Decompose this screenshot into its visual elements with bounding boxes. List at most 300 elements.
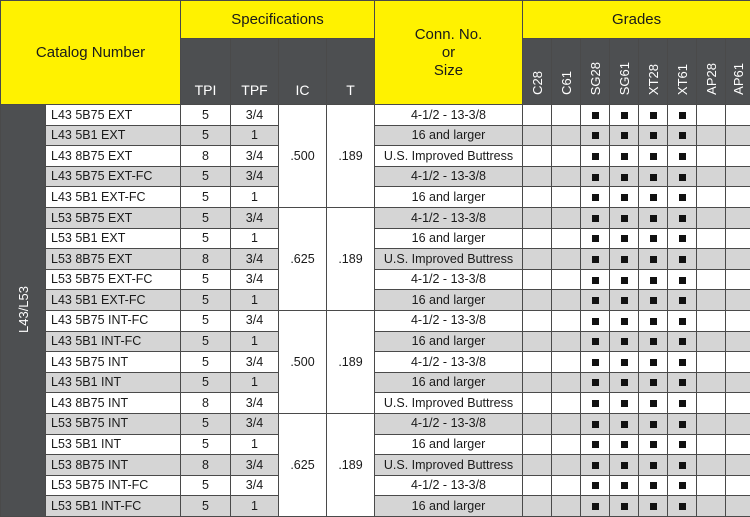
grade-cell-sg28 <box>581 125 610 146</box>
grade-header-ap28: AP28 <box>697 39 726 105</box>
grade-cell-xt61 <box>668 352 697 373</box>
tpf-cell: 1 <box>231 331 279 352</box>
tpf-cell: 3/4 <box>231 207 279 228</box>
grade-cell-xt28 <box>639 455 668 476</box>
filled-square-icon <box>621 153 628 160</box>
grade-header-sg28: SG28 <box>581 39 610 105</box>
tpi-cell: 5 <box>181 310 231 331</box>
grade-cell-ap61 <box>726 393 750 414</box>
grade-cell-c61 <box>552 434 581 455</box>
filled-square-icon <box>621 256 628 263</box>
conn-size-cell: 4-1/2 - 13-3/8 <box>375 352 523 373</box>
grade-cell-xt61 <box>668 146 697 167</box>
filled-square-icon <box>650 277 657 284</box>
filled-square-icon <box>592 400 599 407</box>
table-row <box>1 269 750 290</box>
filled-square-icon <box>621 462 628 469</box>
catalog-number-cell: L53 5B75 EXT-FC <box>46 269 181 290</box>
grade-cell-ap28 <box>697 475 726 496</box>
grade-cell-c61 <box>552 125 581 146</box>
catalog-number-cell: L53 8B75 INT <box>46 455 181 476</box>
grade-cell-c28 <box>523 249 552 270</box>
grade-cell-ap28 <box>697 125 726 146</box>
filled-square-icon <box>650 132 657 139</box>
tpi-cell: 5 <box>181 207 231 228</box>
filled-square-icon <box>621 318 628 325</box>
filled-square-icon <box>650 482 657 489</box>
tpf-cell: 3/4 <box>231 146 279 167</box>
grade-cell-c61 <box>552 455 581 476</box>
catalog-number-cell: L43 5B1 INT-FC <box>46 331 181 352</box>
table-row <box>1 331 750 352</box>
grade-cell-sg28 <box>581 393 610 414</box>
ic-cell: .625 <box>279 207 327 310</box>
tpf-cell: 1 <box>231 187 279 208</box>
grade-cell-sg61 <box>610 475 639 496</box>
tpf-cell: 3/4 <box>231 393 279 414</box>
grade-cell-sg61 <box>610 290 639 311</box>
tpi-cell: 8 <box>181 146 231 167</box>
conn-size-cell: 16 and larger <box>375 496 523 517</box>
table-row <box>1 228 750 249</box>
catalog-number-header: Catalog Number <box>1 1 181 105</box>
filled-square-icon <box>650 112 657 119</box>
filled-square-icon <box>650 503 657 510</box>
grade-cell-xt28 <box>639 187 668 208</box>
grade-cell-sg28 <box>581 207 610 228</box>
grade-cell-c61 <box>552 187 581 208</box>
conn-size-cell: U.S. Improved Buttress <box>375 249 523 270</box>
grade-cell-xt61 <box>668 434 697 455</box>
filled-square-icon <box>592 132 599 139</box>
grade-cell-c28 <box>523 310 552 331</box>
filled-square-icon <box>650 400 657 407</box>
tpi-cell: 5 <box>181 413 231 434</box>
catalog-number-cell: L53 5B75 INT-FC <box>46 475 181 496</box>
grade-cell-c61 <box>552 475 581 496</box>
grade-cell-sg28 <box>581 249 610 270</box>
filled-square-icon <box>621 441 628 448</box>
filled-square-icon <box>650 359 657 366</box>
grade-cell-ap61 <box>726 207 750 228</box>
conn-header-line-1: Conn. No. <box>375 26 522 44</box>
conn-size-cell: 16 and larger <box>375 372 523 393</box>
filled-square-icon <box>650 379 657 386</box>
t-cell: .189 <box>327 207 375 310</box>
filled-square-icon <box>650 441 657 448</box>
grade-cell-sg28 <box>581 331 610 352</box>
grade-cell-xt28 <box>639 475 668 496</box>
grade-cell-sg61 <box>610 105 639 126</box>
filled-square-icon <box>592 256 599 263</box>
grade-cell-c28 <box>523 413 552 434</box>
grade-cell-sg61 <box>610 372 639 393</box>
series-side-label: L43/L53 <box>1 105 46 517</box>
tpi-cell: 8 <box>181 455 231 476</box>
grade-cell-sg28 <box>581 269 610 290</box>
grade-cell-c61 <box>552 496 581 517</box>
grade-cell-ap28 <box>697 455 726 476</box>
grade-cell-sg61 <box>610 455 639 476</box>
grade-cell-ap61 <box>726 413 750 434</box>
catalog-number-cell: L53 5B1 EXT <box>46 228 181 249</box>
grade-cell-sg61 <box>610 496 639 517</box>
conn-size-cell: 16 and larger <box>375 187 523 208</box>
tpi-cell: 5 <box>181 269 231 290</box>
grade-cell-xt28 <box>639 269 668 290</box>
grade-cell-xt61 <box>668 455 697 476</box>
tpf-cell: 3/4 <box>231 475 279 496</box>
filled-square-icon <box>679 256 686 263</box>
t-cell: .189 <box>327 105 375 208</box>
grade-cell-ap61 <box>726 352 750 373</box>
grade-cell-sg61 <box>610 434 639 455</box>
conn-size-cell: 4-1/2 - 13-3/8 <box>375 413 523 434</box>
ic-cell: .500 <box>279 105 327 208</box>
filled-square-icon <box>650 153 657 160</box>
grade-header-ap61: AP61 <box>726 39 750 105</box>
grade-cell-c28 <box>523 455 552 476</box>
grade-cell-ap28 <box>697 434 726 455</box>
filled-square-icon <box>592 359 599 366</box>
grade-cell-ap61 <box>726 269 750 290</box>
grade-cell-xt28 <box>639 496 668 517</box>
grade-cell-c28 <box>523 496 552 517</box>
grade-cell-c28 <box>523 393 552 414</box>
conn-size-cell: 4-1/2 - 13-3/8 <box>375 207 523 228</box>
grade-cell-ap61 <box>726 166 750 187</box>
grades-header: Grades <box>523 1 750 39</box>
tpi-cell: 5 <box>181 187 231 208</box>
filled-square-icon <box>650 338 657 345</box>
table-row <box>1 310 750 331</box>
grade-cell-xt28 <box>639 372 668 393</box>
grade-cell-sg28 <box>581 228 610 249</box>
filled-square-icon <box>621 132 628 139</box>
filled-square-icon <box>679 400 686 407</box>
grade-cell-sg28 <box>581 187 610 208</box>
grade-cell-c61 <box>552 105 581 126</box>
grade-cell-c28 <box>523 207 552 228</box>
grade-cell-ap61 <box>726 372 750 393</box>
grade-cell-sg28 <box>581 146 610 167</box>
tpf-cell: 3/4 <box>231 310 279 331</box>
filled-square-icon <box>621 297 628 304</box>
grade-cell-xt61 <box>668 290 697 311</box>
filled-square-icon <box>621 503 628 510</box>
table-row <box>1 166 750 187</box>
grade-cell-sg61 <box>610 352 639 373</box>
filled-square-icon <box>679 318 686 325</box>
conn-header-line-3: Size <box>375 62 522 80</box>
grade-cell-sg61 <box>610 310 639 331</box>
grade-header-sg61: SG61 <box>610 39 639 105</box>
table-row <box>1 413 750 434</box>
tpi-cell: 8 <box>181 249 231 270</box>
grade-cell-sg61 <box>610 207 639 228</box>
grade-cell-c28 <box>523 228 552 249</box>
tpi-cell: 5 <box>181 372 231 393</box>
grade-cell-xt28 <box>639 434 668 455</box>
grade-cell-sg28 <box>581 434 610 455</box>
conn-size-cell: 16 and larger <box>375 228 523 249</box>
table-row <box>1 352 750 373</box>
tpi-cell: 5 <box>181 496 231 517</box>
grade-cell-xt28 <box>639 393 668 414</box>
grade-cell-ap61 <box>726 125 750 146</box>
grade-cell-xt61 <box>668 372 697 393</box>
grade-cell-sg61 <box>610 146 639 167</box>
grade-cell-ap28 <box>697 310 726 331</box>
grade-cell-sg61 <box>610 187 639 208</box>
grade-cell-c28 <box>523 290 552 311</box>
filled-square-icon <box>679 441 686 448</box>
catalog-number-cell: L43 5B1 EXT-FC <box>46 187 181 208</box>
table-row <box>1 393 750 414</box>
grade-cell-xt61 <box>668 125 697 146</box>
grade-cell-xt61 <box>668 413 697 434</box>
grade-header-xt61: XT61 <box>668 39 697 105</box>
grade-cell-c28 <box>523 187 552 208</box>
filled-square-icon <box>650 174 657 181</box>
tpf-cell: 1 <box>231 290 279 311</box>
grade-cell-ap61 <box>726 455 750 476</box>
filled-square-icon <box>679 482 686 489</box>
grade-cell-sg28 <box>581 372 610 393</box>
ic-cell: .625 <box>279 413 327 516</box>
grade-cell-c28 <box>523 125 552 146</box>
grade-cell-sg28 <box>581 413 610 434</box>
table-row <box>1 496 750 517</box>
catalog-number-cell: L43 5B75 INT <box>46 352 181 373</box>
grade-cell-ap28 <box>697 207 726 228</box>
filled-square-icon <box>650 297 657 304</box>
grade-cell-sg28 <box>581 290 610 311</box>
grade-cell-xt61 <box>668 249 697 270</box>
grade-cell-xt28 <box>639 310 668 331</box>
grade-cell-xt28 <box>639 166 668 187</box>
specifications-header: Specifications <box>181 1 375 39</box>
conn-size-cell: 4-1/2 - 13-3/8 <box>375 105 523 126</box>
conn-size-cell: 16 and larger <box>375 125 523 146</box>
filled-square-icon <box>679 112 686 119</box>
filled-square-icon <box>592 174 599 181</box>
grade-cell-xt61 <box>668 105 697 126</box>
grade-cell-sg61 <box>610 125 639 146</box>
filled-square-icon <box>592 235 599 242</box>
filled-square-icon <box>650 462 657 469</box>
filled-square-icon <box>650 215 657 222</box>
filled-square-icon <box>592 338 599 345</box>
table-row <box>1 146 750 167</box>
grade-cell-c28 <box>523 331 552 352</box>
grade-cell-xt61 <box>668 166 697 187</box>
grade-cell-c61 <box>552 249 581 270</box>
grade-cell-xt28 <box>639 290 668 311</box>
conn-size-cell: 4-1/2 - 13-3/8 <box>375 310 523 331</box>
grade-cell-sg28 <box>581 475 610 496</box>
grade-cell-xt28 <box>639 249 668 270</box>
filled-square-icon <box>621 421 628 428</box>
grade-cell-xt28 <box>639 207 668 228</box>
filled-square-icon <box>650 235 657 242</box>
filled-square-icon <box>592 194 599 201</box>
grade-cell-c61 <box>552 352 581 373</box>
catalog-number-cell: L43 5B75 INT-FC <box>46 310 181 331</box>
filled-square-icon <box>650 194 657 201</box>
t-cell: .189 <box>327 310 375 413</box>
grade-cell-ap28 <box>697 146 726 167</box>
grade-cell-c28 <box>523 146 552 167</box>
grade-cell-c61 <box>552 166 581 187</box>
filled-square-icon <box>621 379 628 386</box>
catalog-number-cell: L43 5B75 EXT <box>46 105 181 126</box>
grade-cell-ap28 <box>697 393 726 414</box>
tpf-cell: 3/4 <box>231 269 279 290</box>
grade-cell-ap61 <box>726 434 750 455</box>
tpf-cell: 3/4 <box>231 352 279 373</box>
grade-cell-ap28 <box>697 269 726 290</box>
filled-square-icon <box>621 359 628 366</box>
filled-square-icon <box>592 441 599 448</box>
grade-cell-sg61 <box>610 269 639 290</box>
filled-square-icon <box>592 215 599 222</box>
table-row <box>1 434 750 455</box>
grade-cell-xt28 <box>639 413 668 434</box>
grade-cell-c61 <box>552 331 581 352</box>
catalog-number-cell: L53 5B75 INT <box>46 413 181 434</box>
conn-size-cell: 4-1/2 - 13-3/8 <box>375 475 523 496</box>
catalog-number-cell: L43 5B1 EXT <box>46 125 181 146</box>
ic-cell: .500 <box>279 310 327 413</box>
grade-cell-ap28 <box>697 187 726 208</box>
grade-cell-c28 <box>523 166 552 187</box>
grade-cell-c28 <box>523 105 552 126</box>
grade-cell-c61 <box>552 310 581 331</box>
grade-cell-xt61 <box>668 207 697 228</box>
filled-square-icon <box>679 174 686 181</box>
tpi-cell: 5 <box>181 475 231 496</box>
grade-cell-c61 <box>552 207 581 228</box>
grade-cell-xt28 <box>639 125 668 146</box>
grade-cell-c28 <box>523 475 552 496</box>
tpf-header: TPF <box>231 39 279 105</box>
table-row <box>1 207 750 228</box>
filled-square-icon <box>679 194 686 201</box>
catalog-number-cell: L43 5B1 INT <box>46 372 181 393</box>
grade-cell-ap28 <box>697 352 726 373</box>
filled-square-icon <box>679 338 686 345</box>
tpf-cell: 1 <box>231 372 279 393</box>
table-row <box>1 455 750 476</box>
grade-cell-ap61 <box>726 475 750 496</box>
grade-cell-ap61 <box>726 310 750 331</box>
filled-square-icon <box>592 462 599 469</box>
tpf-cell: 3/4 <box>231 105 279 126</box>
grade-header-c61: C61 <box>552 39 581 105</box>
filled-square-icon <box>650 318 657 325</box>
filled-square-icon <box>679 421 686 428</box>
grade-cell-sg61 <box>610 413 639 434</box>
t-cell: .189 <box>327 413 375 516</box>
tpi-header: TPI <box>181 39 231 105</box>
grade-cell-ap28 <box>697 249 726 270</box>
filled-square-icon <box>650 256 657 263</box>
grade-cell-xt61 <box>668 269 697 290</box>
catalog-number-cell: L53 8B75 EXT <box>46 249 181 270</box>
grade-cell-xt28 <box>639 352 668 373</box>
tpi-cell: 5 <box>181 331 231 352</box>
grade-cell-sg28 <box>581 455 610 476</box>
grade-cell-ap28 <box>697 228 726 249</box>
filled-square-icon <box>621 215 628 222</box>
catalog-number-cell: L43 5B75 EXT-FC <box>46 166 181 187</box>
filled-square-icon <box>679 235 686 242</box>
grade-cell-c28 <box>523 352 552 373</box>
conn-size-cell: 16 and larger <box>375 434 523 455</box>
grade-cell-ap61 <box>726 290 750 311</box>
filled-square-icon <box>592 153 599 160</box>
grade-cell-ap28 <box>697 166 726 187</box>
grade-header-xt28: XT28 <box>639 39 668 105</box>
tpf-cell: 3/4 <box>231 166 279 187</box>
grade-cell-sg61 <box>610 331 639 352</box>
grade-cell-ap28 <box>697 331 726 352</box>
ic-header: IC <box>279 39 327 105</box>
grade-cell-xt61 <box>668 496 697 517</box>
grade-cell-c61 <box>552 269 581 290</box>
filled-square-icon <box>592 112 599 119</box>
tpi-cell: 5 <box>181 166 231 187</box>
grade-cell-xt61 <box>668 393 697 414</box>
grade-cell-sg61 <box>610 249 639 270</box>
grade-cell-xt61 <box>668 187 697 208</box>
grade-cell-ap28 <box>697 413 726 434</box>
tpi-cell: 5 <box>181 228 231 249</box>
grade-cell-xt61 <box>668 331 697 352</box>
grade-cell-xt61 <box>668 475 697 496</box>
grade-cell-xt28 <box>639 105 668 126</box>
filled-square-icon <box>679 277 686 284</box>
filled-square-icon <box>592 277 599 284</box>
catalog-number-cell: L53 5B1 INT-FC <box>46 496 181 517</box>
filled-square-icon <box>621 338 628 345</box>
conn-size-header <box>375 1 523 105</box>
conn-size-cell: 4-1/2 - 13-3/8 <box>375 269 523 290</box>
filled-square-icon <box>679 297 686 304</box>
filled-square-icon <box>679 503 686 510</box>
filled-square-icon <box>621 194 628 201</box>
conn-size-cell: U.S. Improved Buttress <box>375 146 523 167</box>
table-row <box>1 475 750 496</box>
tpi-cell: 5 <box>181 125 231 146</box>
conn-size-cell: 16 and larger <box>375 331 523 352</box>
table-row <box>1 187 750 208</box>
grade-cell-c28 <box>523 372 552 393</box>
grade-cell-ap61 <box>726 496 750 517</box>
conn-size-cell: U.S. Improved Buttress <box>375 393 523 414</box>
tpi-cell: 5 <box>181 352 231 373</box>
table-row <box>1 372 750 393</box>
filled-square-icon <box>621 482 628 489</box>
grade-header-c28: C28 <box>523 39 552 105</box>
tpf-cell: 1 <box>231 434 279 455</box>
grade-cell-sg61 <box>610 393 639 414</box>
conn-header-line-2: or <box>375 44 522 62</box>
tpi-cell: 5 <box>181 434 231 455</box>
grade-cell-ap61 <box>726 187 750 208</box>
filled-square-icon <box>592 379 599 386</box>
